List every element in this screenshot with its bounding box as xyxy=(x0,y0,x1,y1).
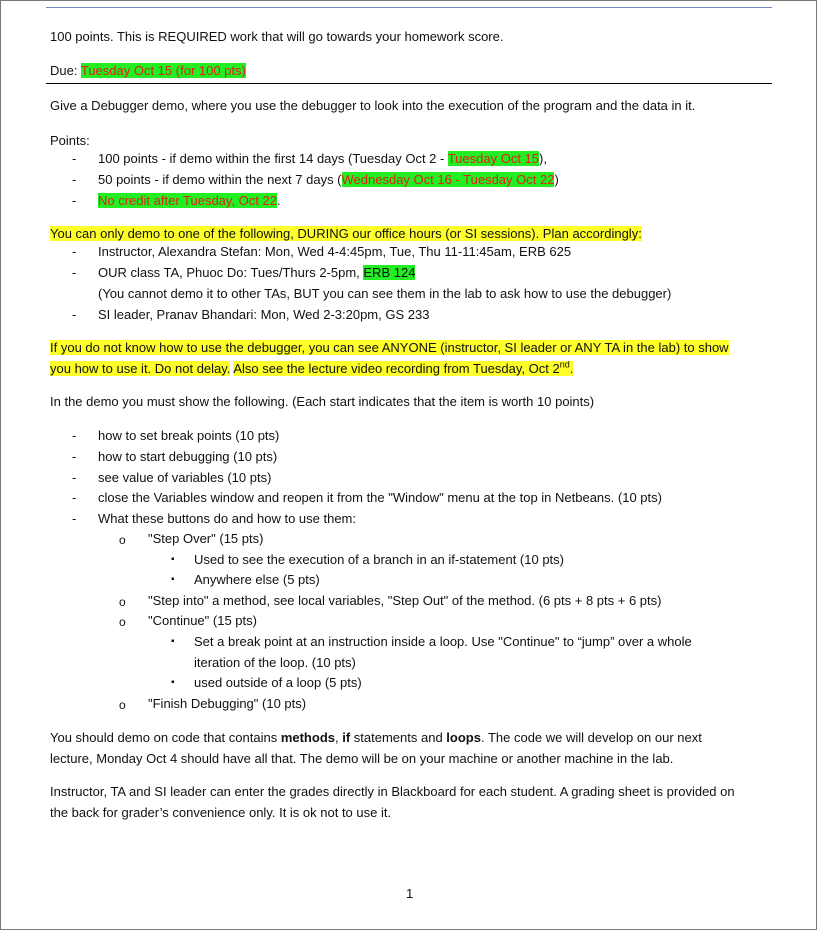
description: Give a Debugger demo, where you use the debugger to look into the execution of the program and the data in it. xyxy=(50,98,696,113)
step-over-sub-item: Anywhere else (5 pts) xyxy=(194,572,320,587)
demo-item: how to start debugging (10 pts) xyxy=(98,449,278,464)
grading-line-1: Instructor, TA and SI leader can enter the grades directly in Blackboard for each student. A grading sheet is provided on xyxy=(50,784,735,799)
demo-item: What these buttons do and how to use them: xyxy=(98,511,356,526)
ta-room-highlight: ERB 124 xyxy=(363,265,416,280)
continue-sub-item-cont: iteration of the loop. (10 pts) xyxy=(194,655,356,670)
deadline-highlight: Tuesday Oct 15 xyxy=(447,151,540,166)
continue-sub-item: Set a break point at an instruction inside a loop. Use "Continue" to “jump” over a whole xyxy=(194,634,692,649)
code-note-line-1: You should demo on code that contains methods, if statements and loops. The code we will develop on our next xyxy=(50,730,702,745)
circle-bullet: o xyxy=(119,533,126,547)
section-divider xyxy=(46,83,772,84)
top-divider xyxy=(46,7,772,8)
dash-bullet: - xyxy=(72,151,77,166)
office-hours-ta: OUR class TA, Phuoc Do: Tues/Thurs 2-5pm, ERB 124 xyxy=(98,265,416,280)
demo-item: close the Variables window and reopen it from the "Window" menu at the top in Netbeans. (10 pts) xyxy=(98,490,662,505)
intro-line: 100 points. This is REQUIRED work that will go towards your homework score. xyxy=(50,29,504,44)
office-hours-si-leader: SI leader, Pranav Bhandari: Mon, Wed 2-3:20pm, GS 233 xyxy=(98,307,430,322)
help-line-1: If you do not know how to use the debugger, you can see ANYONE (instructor, SI leader or ANY TA in the lab) to show xyxy=(50,340,729,355)
dash-bullet: - xyxy=(72,172,77,187)
square-bullet: ▪ xyxy=(171,677,175,688)
dash-bullet: - xyxy=(72,244,77,259)
code-note-line-2: lecture, Monday Oct 4 should have all that. The demo will be on your machine or another machine in the lab. xyxy=(50,751,674,766)
dash-bullet: - xyxy=(72,265,77,280)
continue-item: "Continue" (15 pts) xyxy=(148,613,257,628)
points-item-100: 100 points - if demo within the first 14 days (Tuesday Oct 2 - Tuesday Oct 15), xyxy=(98,151,547,166)
dash-bullet: - xyxy=(72,511,77,526)
square-bullet: ▪ xyxy=(171,636,175,647)
dash-bullet: - xyxy=(72,193,77,208)
step-over-item: "Step Over" (15 pts) xyxy=(148,531,264,546)
page-number: 1 xyxy=(406,886,414,901)
step-into-item: "Step into" a method, see local variables, "Step Out" of the method. (6 pts + 8 pts + 6 pts) xyxy=(148,593,662,608)
due-label: Due: xyxy=(50,63,78,78)
dash-bullet: - xyxy=(72,490,77,505)
square-bullet: ▪ xyxy=(171,554,175,565)
dash-bullet: - xyxy=(72,428,77,443)
grading-line-2: the back for grader’s convenience only. It is ok not to use it. xyxy=(50,805,392,820)
dash-bullet: - xyxy=(72,470,77,485)
no-credit-highlight: No credit after Tuesday, Oct 22 xyxy=(98,193,277,208)
demo-item: see value of variables (10 pts) xyxy=(98,470,272,485)
help-line-2: you how to use it. Do not delay. Also see the lecture video recording from Tuesday, Oct 2nd. xyxy=(50,359,574,376)
circle-bullet: o xyxy=(119,595,126,609)
points-item-no-credit: No credit after Tuesday, Oct 22. xyxy=(98,193,281,208)
office-hours-intro: You can only demo to one of the following, DURING our office hours (or SI sessions). Plan accordingly: xyxy=(50,226,642,241)
points-heading: Points: xyxy=(50,133,90,148)
due-date-highlight: Tuesday Oct 15 (for 100 pts) xyxy=(80,63,246,78)
dash-bullet: - xyxy=(72,307,77,322)
due-line xyxy=(50,62,246,80)
continue-sub-item: used outside of a loop (5 pts) xyxy=(194,675,362,690)
circle-bullet: o xyxy=(119,615,126,629)
step-over-sub-item: Used to see the execution of a branch in an if-statement (10 pts) xyxy=(194,552,564,567)
dash-bullet: - xyxy=(72,449,77,464)
square-bullet: ▪ xyxy=(171,574,175,585)
office-hours-instructor: Instructor, Alexandra Stefan: Mon, Wed 4-4:45pm, Tue, Thu 11-11:45am, ERB 625 xyxy=(98,244,572,259)
late-window-highlight: Wednesday Oct 16 - Tuesday Oct 22 xyxy=(341,172,555,187)
points-item-50: 50 points - if demo within the next 7 days (Wednesday Oct 16 - Tuesday Oct 22) xyxy=(98,172,559,187)
demo-item: how to set break points (10 pts) xyxy=(98,428,280,443)
office-hours-ta-note: (You cannot demo it to other TAs, BUT you can see them in the lab to ask how to use the debugger) xyxy=(98,286,672,301)
demo-intro: In the demo you must show the following. (Each start indicates that the item is worth 10 points) xyxy=(50,394,595,409)
finish-debugging-item: "Finish Debugging" (10 pts) xyxy=(148,696,307,711)
circle-bullet: o xyxy=(119,698,126,712)
